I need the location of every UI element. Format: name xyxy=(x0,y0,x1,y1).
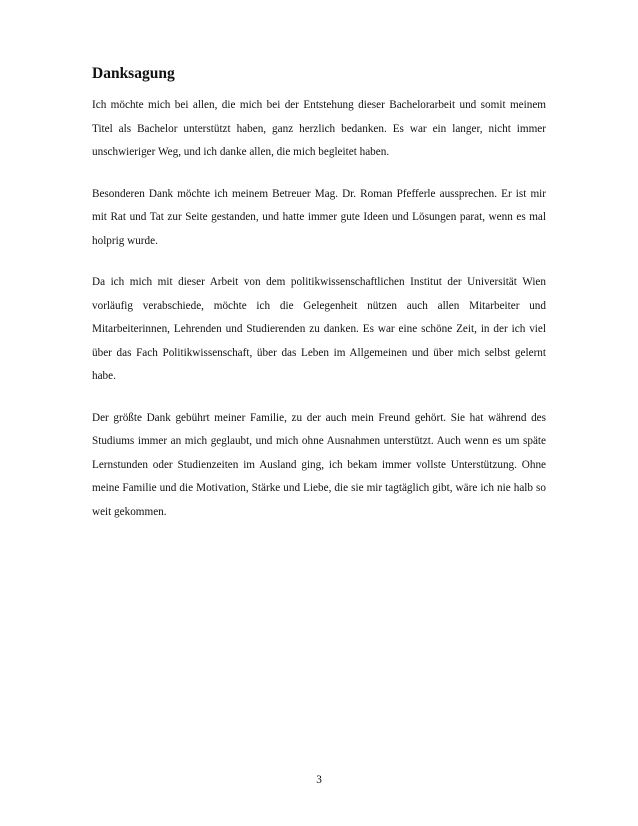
paragraph-family: Der größte Dank gebührt meiner Familie, zu der auch mein Freund gehört. Sie hat während des Studiums immer an mich geglaubt, und mich ohne Ausnahmen unterstützt. Auch wenn es um späte Lernstunden oder Studienzeiten im Ausland ging, ich bekam immer vollste Unterstützung. Ohne meine Familie und die Motivation, Stärke und Liebe, die sie mir tagtäglich gibt, wäre ich nie halb so weit gekommen. xyxy=(92,411,546,518)
section-heading: Danksagung xyxy=(92,65,175,82)
paragraph-intro: Ich möchte mich bei allen, die mich bei der Entstehung dieser Bachelorarbeit und somit meinem Titel als Bachelor unterstützt haben, ganz herzlich bedanken. Es war ein langer, nicht immer unschwieriger Weg, und ich danke allen, die mich begleitet haben. xyxy=(92,99,546,158)
paragraph-institute: Da ich mich mit dieser Arbeit von dem politikwissenschaftlichen Institut der Universität Wien vorläufig verabschiede, möchte ich die Gelegenheit nützen auch allen Mitarbeiter und Mitarbeiterinnen, Lehrenden und Studierenden zu danken. Es war eine schöne Zeit, in der ich viel über das Fach Politikwissenschaft, über das Leben im Allgemeinen und über mich selbst gelernt habe. xyxy=(92,276,546,382)
paragraph-supervisor: Besonderen Dank möchte ich meinem Betreuer Mag. Dr. Roman Pfefferle aussprechen. Er ist mir mit Rat und Tat zur Seite gestanden, und hatte immer gute Ideen und Lösungen parat, wenn es mal holprig wurde. xyxy=(92,187,546,247)
page-number: 3 xyxy=(316,774,322,786)
page-content xyxy=(92,64,546,542)
